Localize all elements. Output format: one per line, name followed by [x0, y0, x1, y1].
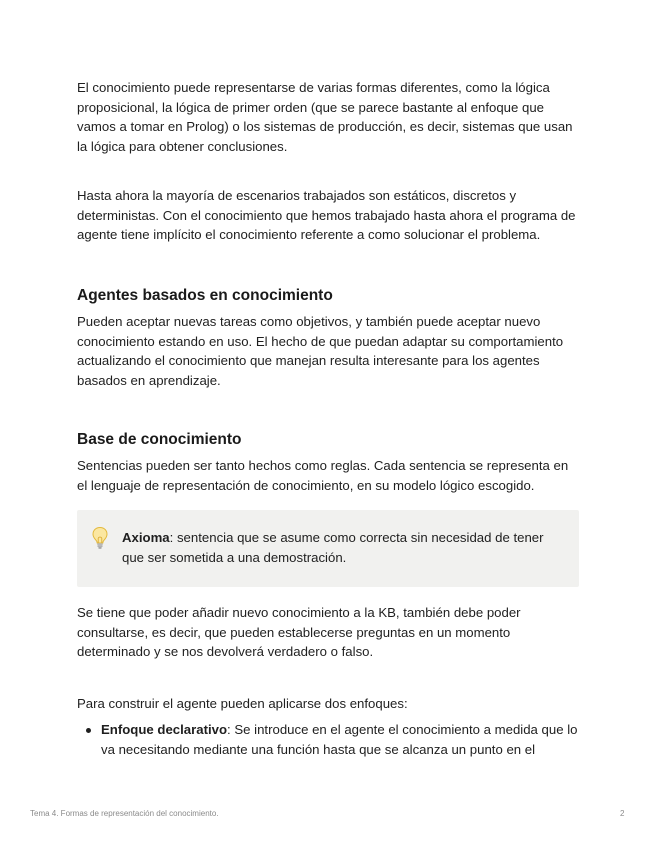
paragraph-approaches: Para construir el agente pueden aplicarse dos enfoques:: [77, 696, 408, 711]
paragraph-knowledge-agents: Pueden aceptar nuevas tareas como objetivos, y también puede aceptar nuevo conocimiento estando en uso. El hecho de que puedan adaptar su comportamiento actualizando el conocimiento que manejan resulta interesante para los agentes basados en aprendizaje.: [77, 314, 564, 388]
lightbulb-icon: [91, 526, 109, 550]
callout-axioma: [77, 510, 579, 587]
paragraph-sentences: Sentencias pueden ser tanto hechos como reglas. Cada sentencia se representa en el lenguaje de representación de conocimiento, en su modelo lógico escogido.: [77, 458, 569, 493]
list-item-text: : Se introduce en el agente el conocimiento a medida que lo va necesitando mediante una función hasta que se alcanza un punto en el: [101, 722, 578, 757]
callout-definition: : sentencia que se asume como correcta sin necesidad de tener que ser sometida a una demostración.: [122, 530, 544, 565]
callout-text: [122, 528, 567, 567]
list-item-term: Enfoque declarativo: [101, 722, 228, 737]
approaches-list: [77, 720, 582, 759]
footer-title: Tema 4. Formas de representación del conocimiento.: [30, 809, 219, 818]
paragraph-knowledge-forms: El conocimiento puede representarse de varias formas diferentes, como la lógica proposicional, la lógica de primer orden (que se parece bastante al enfoque que vamos a tomar en Prolog) o los sistemas de producción, es decir, sistemas que usan la lógica para obtener conclusiones.: [77, 80, 573, 154]
paragraph-kb-operations: Se tiene que poder añadir nuevo conocimiento a la KB, también debe poder consultarse, es decir, que pueden establecerse preguntas en un momento determinado y se nos devolverá verdadero o falso.: [77, 605, 521, 659]
list-item: [77, 720, 582, 759]
footer-page-number: 2: [620, 809, 625, 818]
callout-term: Axioma: [122, 530, 170, 545]
heading-knowledge-base: Base de conocimiento: [77, 431, 242, 448]
bullet-icon: [86, 728, 91, 733]
paragraph-scenarios: Hasta ahora la mayoría de escenarios trabajados son estáticos, discretos y deterministas. Con el conocimiento que hemos trabajado hasta ahora el programa de agente tiene implícito el conocimiento referente a como solucionar el problema.: [77, 188, 576, 242]
heading-knowledge-agents: Agentes basados en conocimiento: [77, 287, 333, 304]
